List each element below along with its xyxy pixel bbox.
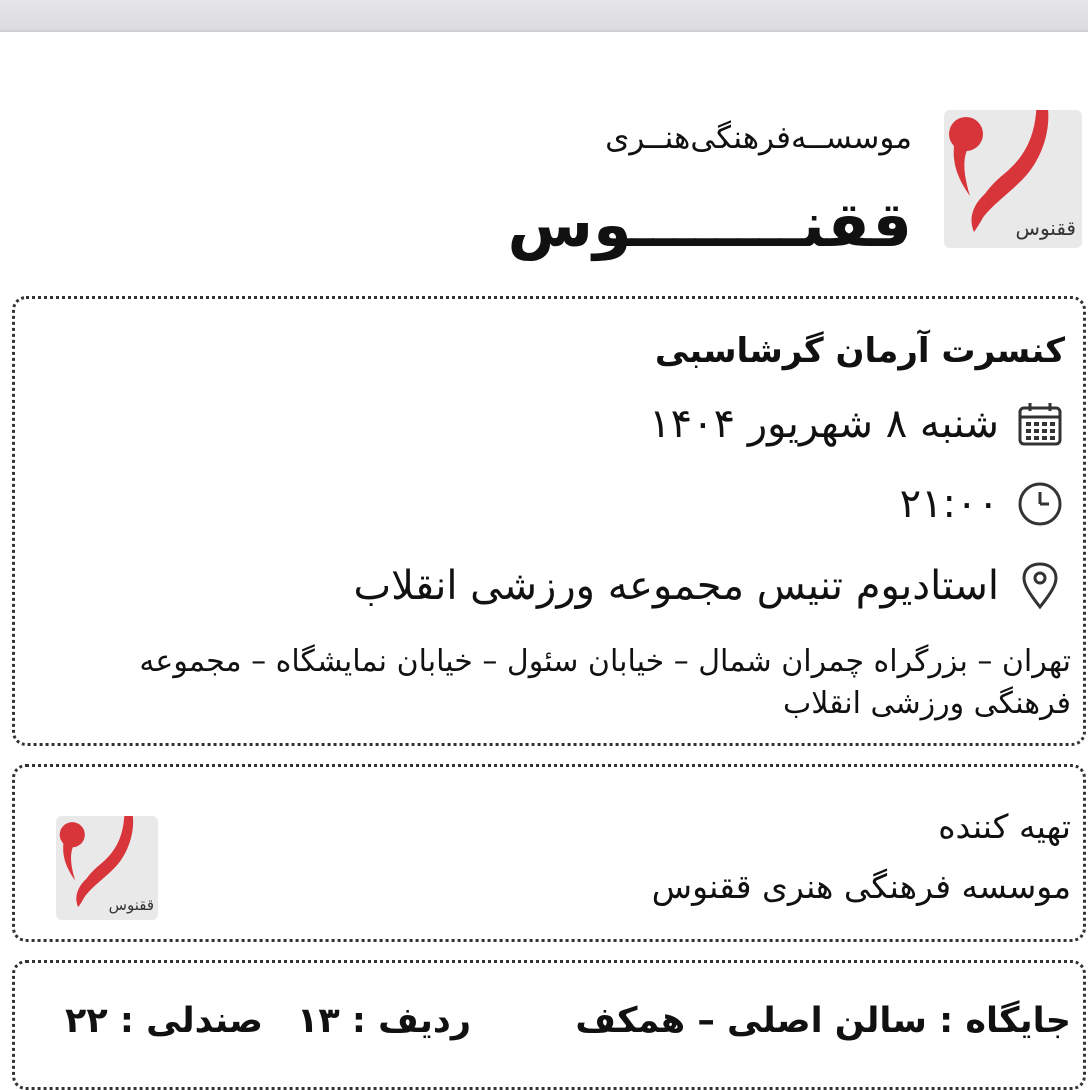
browser-top-bar: [0, 0, 1088, 32]
seat-card: [12, 960, 1086, 1090]
producer-name: موسسه فرهنگی هنری ققنوس: [651, 867, 1071, 906]
event-card: [12, 296, 1086, 746]
event-title: کنسرت آرمان گرشاسبی: [654, 331, 1065, 371]
org-name: ققنــــــــوس: [507, 188, 912, 261]
producer-card: [12, 764, 1086, 942]
event-time: ۲۱:۰۰: [899, 481, 999, 527]
logo-text: ققنوس: [1015, 216, 1076, 240]
event-time-row: [900, 479, 1065, 529]
event-date-row: [649, 399, 1065, 449]
seat-info-row: [15, 1001, 1083, 1061]
logo-text: ققنوس: [108, 896, 154, 914]
event-venue: استادیوم تنیس مجموعه ورزشی انقلاب: [353, 563, 999, 609]
org-header: [507, 120, 912, 261]
seat-place: جایگاه : سالن اصلی – همکف: [575, 1001, 1071, 1041]
org-subtitle: موسســه‌فرهنگی‌هنــری: [605, 120, 912, 156]
event-address: تهران – بزرگراه چمران شمال – خیابان سئول – خیابان نمایشگاه – مجموعه فرهنگی ورزشی انقلاب: [139, 644, 1071, 721]
producer-logo: [56, 816, 158, 920]
event-date: شنبه ۸ شهریور ۱۴۰۴: [649, 401, 999, 447]
producer-label: تهیه کننده: [938, 807, 1071, 846]
seat-row: ردیف : ۱۳: [297, 1001, 472, 1041]
brand-logo: [944, 110, 1082, 248]
location-pin-icon: [1015, 561, 1065, 611]
seat-chair: صندلی : ۲۲: [65, 1001, 263, 1041]
clock-icon: [1015, 479, 1065, 529]
calendar-icon: [1015, 399, 1065, 449]
event-venue-row: [353, 561, 1065, 611]
